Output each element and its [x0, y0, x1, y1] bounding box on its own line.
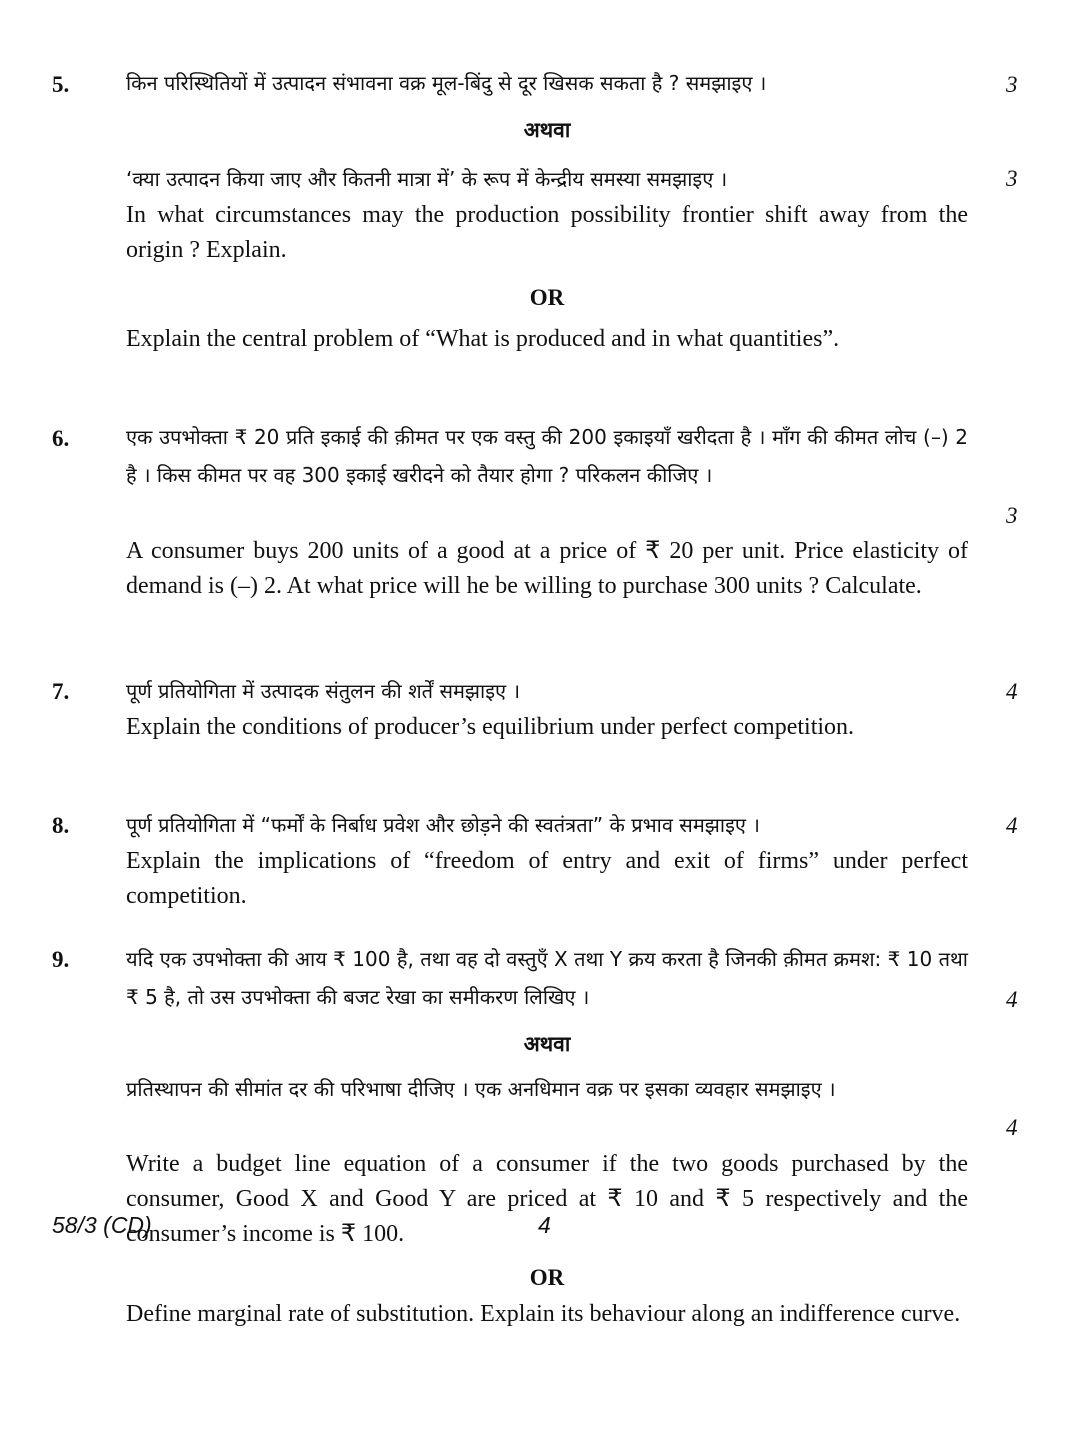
question-text-english: Write a budget line equation of a consumer if the two goods purchased by the consumer, Good X and Good Y are priced at ₹ 10 and ₹ 5 respectively and the consumer’s income is ₹ 100. — [126, 1151, 968, 1247]
question-text-english: Explain the conditions of producer’s equilibrium under perfect competition. — [126, 714, 855, 740]
or-label-hindi: अथवा — [523, 118, 571, 142]
question-number: 6. — [52, 426, 70, 451]
question-number: 9. — [52, 947, 70, 972]
alternate-question-hindi: प्रतिस्थापन की सीमांत दर की परिभाषा दीजिए । एक अनधिमान वक्र पर इसका व्यवहार समझाइए । — [126, 1077, 836, 1101]
marks: 4 — [1006, 987, 1018, 1012]
alternate-question-english: Explain the central problem of “What is produced and in what quantities”. — [126, 326, 840, 352]
page-number: 4 — [538, 1212, 551, 1238]
question-text-english: Explain the implications of “freedom of entry and exit of firms” under perfect competition. — [126, 848, 968, 909]
marks: 4 — [1006, 1115, 1018, 1140]
question-text-hindi: पूर्ण प्रतियोगिता में उत्पादक संतुलन की शर्तें समझाइए । — [126, 679, 521, 703]
marks: 3 — [1006, 503, 1018, 528]
alternate-question-english: Define marginal rate of substitution. Explain its behaviour along an indifference curve. — [126, 1301, 961, 1327]
paper-code: 58/3 (CD) — [52, 1212, 152, 1238]
question-number: 8. — [52, 813, 70, 838]
question-text-hindi: पूर्ण प्रतियोगिता में “फर्मों के निर्बाध प्रवेश और छोड़ने की स्वतंत्रता” के प्रभाव समझाइए । — [126, 813, 760, 837]
question-number: 7. — [52, 679, 70, 704]
alternate-question-hindi: ‘क्या उत्पादन किया जाए और कितनी मात्रा में’ के रूप में केन्द्रीय समस्या समझाइए । — [126, 167, 728, 191]
question-text-english: A consumer buys 200 units of a good at a price of ₹ 20 per unit. Price elasticity of demand is (–) 2. At what price will he be willing to purchase 300 units ? Calculate. — [126, 538, 968, 599]
or-label-hindi: अथवा — [523, 1032, 571, 1056]
marks: 3 — [1006, 72, 1018, 97]
question-text-hindi: किन परिस्थितियों में उत्पादन संभावना वक्र मूल-बिंदु से दूर खिसक सकता है ? समझाइए । — [126, 71, 767, 95]
question-text-english: In what circumstances may the production possibility frontier shift away from the origin ? Explain. — [126, 202, 968, 263]
or-label: OR — [529, 285, 565, 310]
marks: 4 — [1006, 679, 1018, 704]
or-label: OR — [529, 1265, 565, 1290]
marks: 3 — [1006, 166, 1018, 191]
question-text-hindi: यदि एक उपभोक्ता की आय ₹ 100 है, तथा वह दो वस्तुएँ X तथा Y क्रय करता है जिनकी क़ीमत क्रमश: ₹ 10 तथा ₹ 5 है, तो उस उपभोक्ता की बजट रेखा का समीकरण लिखिए । — [126, 947, 968, 1009]
question-number: 5. — [52, 72, 70, 97]
marks: 4 — [1006, 813, 1018, 838]
question-text-hindi: एक उपभोक्ता ₹ 20 प्रति इकाई की क़ीमत पर एक वस्तु की 200 इकाइयाँ खरीदता है । माँग की कीमत लोच (–) 2 है । किस कीमत पर वह 300 इकाई खरीदने को तैयार होगा ? परिकलन कीजिए । — [126, 425, 968, 487]
